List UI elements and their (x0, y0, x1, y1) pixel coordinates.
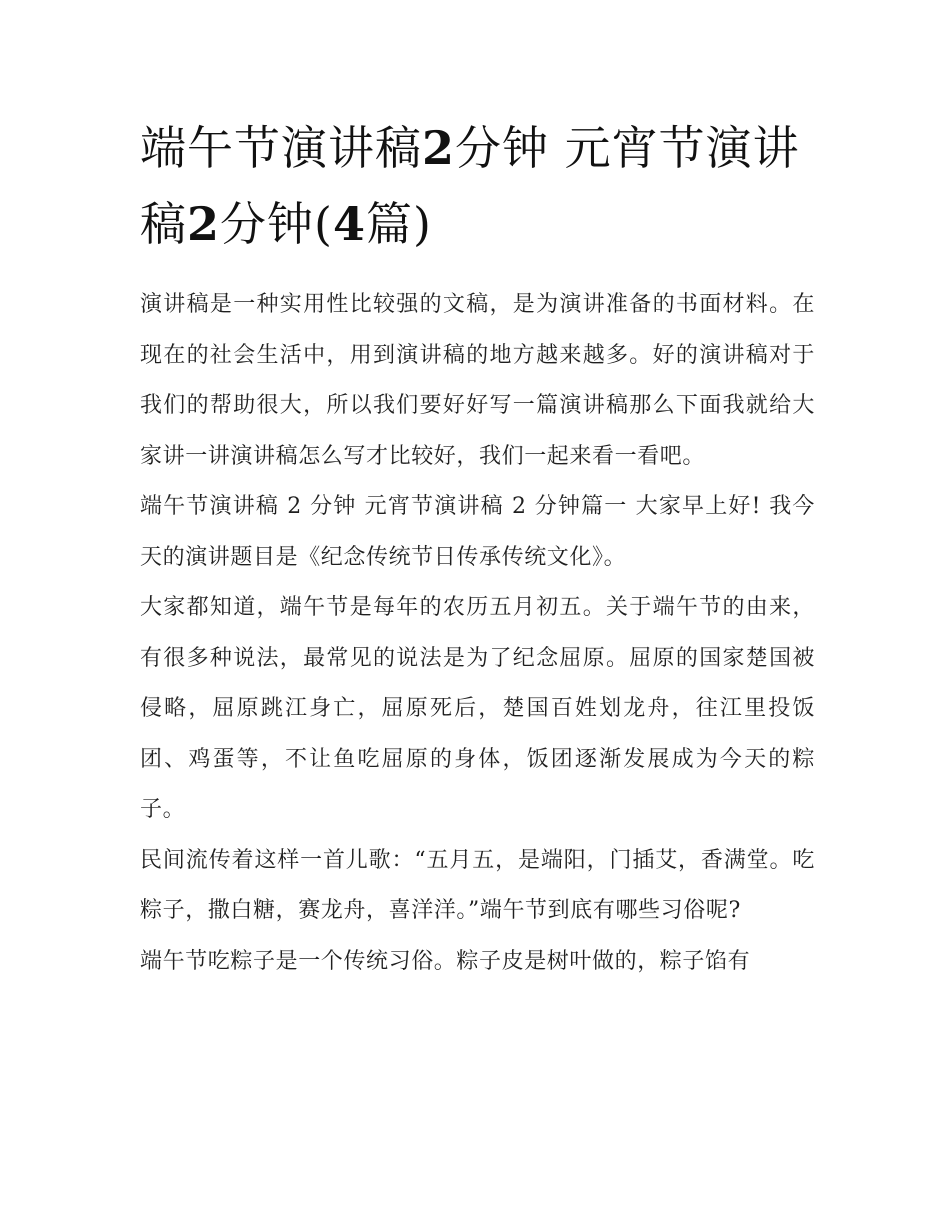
paragraph-zongzi: 端午节吃粽子是一个传统习俗。粽子皮是树叶做的，粽子馅有 (140, 948, 751, 974)
paragraph-intro: 演讲稿是一种实用性比较强的文稿，是为演讲准备的书面材料。在现在的社会生活中，用到演讲稿的地方越来越多。好的演讲稿对于我们的帮助很大，所以我们要好好写一篇演讲稿那么下面我就给大家讲一讲演讲稿怎么写才比较好，我们一起来看一看吧。 (140, 292, 815, 469)
paragraph-folk-song: 民间流传着这样一首儿歌：“五月五，是端阳，门插艾，香满堂。吃粽子，撒白糖，赛龙舟，喜洋洋。”端午节到底有哪些习俗呢? (140, 847, 815, 923)
paragraph-origin: 大家都知道，端午节是每年的农历五月初五。关于端午节的由来，有很多种说法，最常见的说法是为了纪念屈原。屈原的国家楚国被侵略，屈原跳江身亡，屈原死后，楚国百姓划龙舟，往江里投饭团、鸡蛋等，不让鱼吃屈原的身体，饭团逐渐发展成为今天的粽子。 (140, 595, 815, 822)
document-page (140, 110, 815, 987)
paragraph-speech-opening: 端午节演讲稿 2 分钟 元宵节演讲稿 2 分钟篇一 大家早上好! 我今天的演讲题目是《纪念传统节日传承传统文化》。 (140, 494, 815, 570)
document-title: 端午节演讲稿2分钟 元宵节演讲稿2分钟(4篇) (140, 121, 800, 251)
document-body (140, 280, 815, 987)
